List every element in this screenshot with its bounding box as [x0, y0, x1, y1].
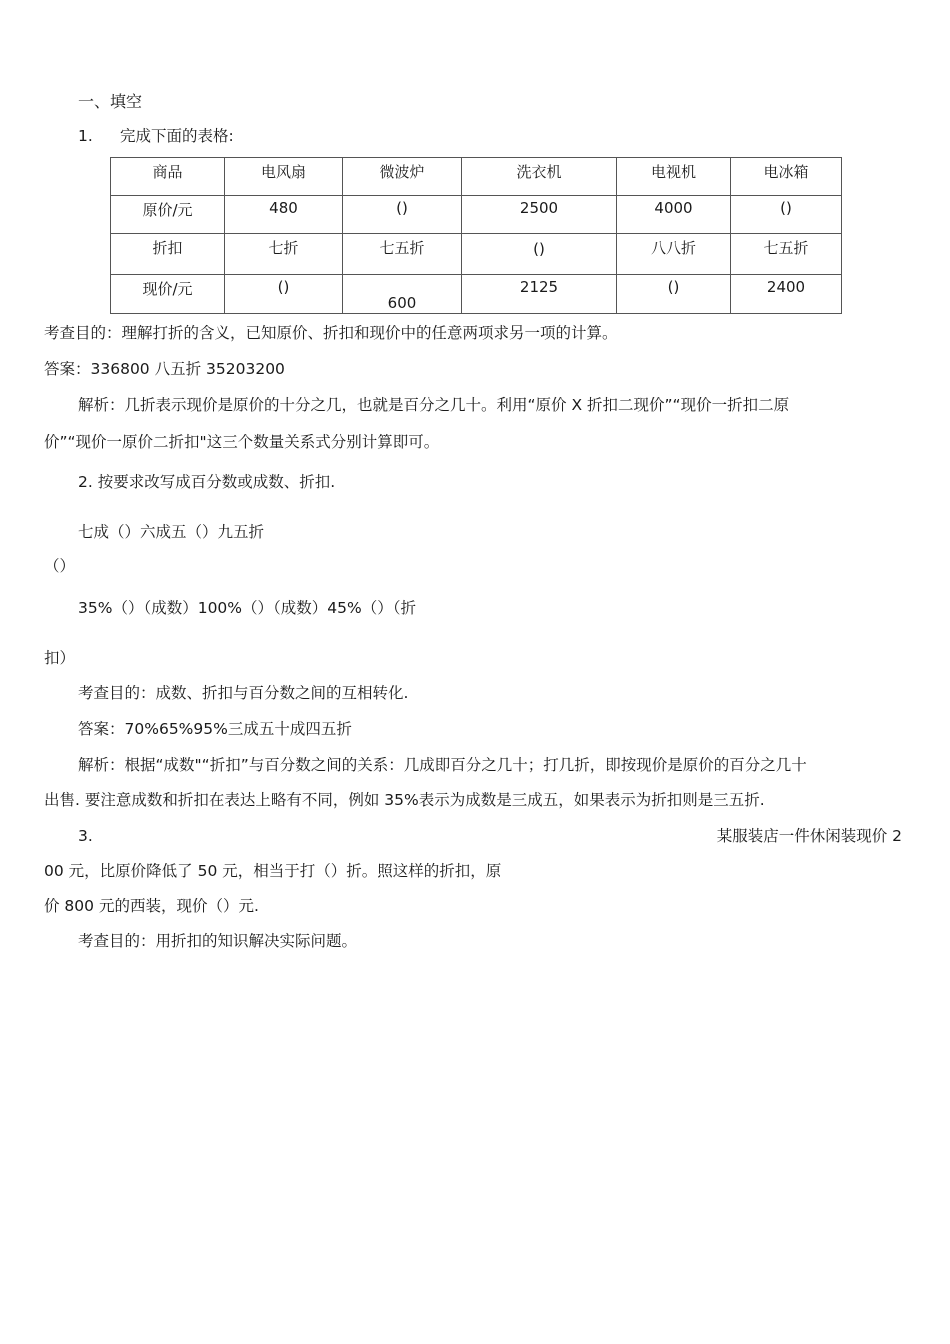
table-cell: 七折	[225, 234, 343, 275]
table-cell: 2400	[731, 275, 842, 314]
table-cell: 600	[343, 275, 462, 314]
table-cell: 八八折	[617, 234, 731, 275]
table-cell: ()	[617, 275, 731, 314]
question-2-prompt: 2. 按要求改写成百分数或成数、折扣.	[78, 473, 336, 491]
table-cell: 七五折	[343, 234, 462, 275]
question-1-number: 1.	[78, 127, 93, 145]
question-1-analysis-line-2: 价”“现价一原价二折扣"这三个数量关系式分别计算即可。	[44, 433, 440, 451]
table-cell: 商品	[111, 158, 225, 196]
question-1-analysis-line-1: 解析：几折表示现价是原价的十分之几，也就是百分之几十。利用“原价 X 折扣二现价”“现价一折扣二原	[78, 396, 790, 414]
question-3-number: 3.	[78, 827, 93, 845]
question-3-purpose: 考查目的：用折扣的知识解决实际问题。	[78, 932, 358, 950]
table-cell: 现价/元	[111, 275, 225, 314]
question-2-line-5: 扣）	[44, 649, 76, 667]
table-cell: 2500	[462, 196, 617, 234]
table-cell: 480	[225, 196, 343, 234]
table-cell: ()	[225, 275, 343, 314]
table-cell: 电冰箱	[731, 158, 842, 196]
table-cell: ()	[462, 234, 617, 275]
table-cell: 电视机	[617, 158, 731, 196]
question-1-prompt: 完成下面的表格:	[120, 127, 234, 145]
table-cell: 微波炉	[343, 158, 462, 196]
table-row	[111, 158, 842, 196]
question-2-answer: 答案：70%65%95%三成五十成四五折	[78, 720, 352, 738]
table-cell: 4000	[617, 196, 731, 234]
table-cell: 折扣	[111, 234, 225, 275]
table-row	[111, 275, 842, 314]
table-cell: 原价/元	[111, 196, 225, 234]
question-2-purpose: 考查目的：成数、折扣与百分数之间的互相转化.	[78, 684, 409, 702]
table-cell: ()	[731, 196, 842, 234]
question-2-line-3: （）	[44, 557, 76, 575]
table-row	[111, 234, 842, 275]
question-2-analysis-line-1: 解析：根据“成数"“折扣”与百分数之间的关系：几成即百分之几十；打几折，即按现价是原价的百分之几十	[78, 756, 807, 774]
table-cell: 2125	[462, 275, 617, 314]
question-1-purpose: 考查目的：理解打折的含义，已知原价、折扣和现价中的任意两项求另一项的计算。	[44, 324, 618, 342]
table-cell: 洗衣机	[462, 158, 617, 196]
question-3-line-1: 某服装店一件休闲装现价 2	[716, 827, 902, 845]
table-cell: 七五折	[731, 234, 842, 275]
question-2-analysis-line-2: 出售. 要注意成数和折扣在表达上略有不同，例如 35%表示为成数是三成五，如果表示为折扣则是三五折.	[44, 791, 765, 809]
question-2-line-2: 七成（）六成五（）九五折	[78, 523, 265, 541]
question-3-line-3: 价 800 元的西装，现价（）元.	[44, 897, 259, 915]
price-table	[110, 157, 842, 314]
question-3-line-2: 00 元，比原价降低了 50 元，相当于打（）折。照这样的折扣，原	[44, 862, 502, 880]
section-title: 一、填空	[78, 92, 143, 111]
table-row	[111, 196, 842, 234]
question-2-line-4: 35%（）（成数）100%（）（成数）45%（）（折	[78, 599, 416, 617]
question-1-answer: 答案：336800 八五折 35203200	[44, 360, 285, 378]
table-cell: 电风扇	[225, 158, 343, 196]
table-cell: ()	[343, 196, 462, 234]
